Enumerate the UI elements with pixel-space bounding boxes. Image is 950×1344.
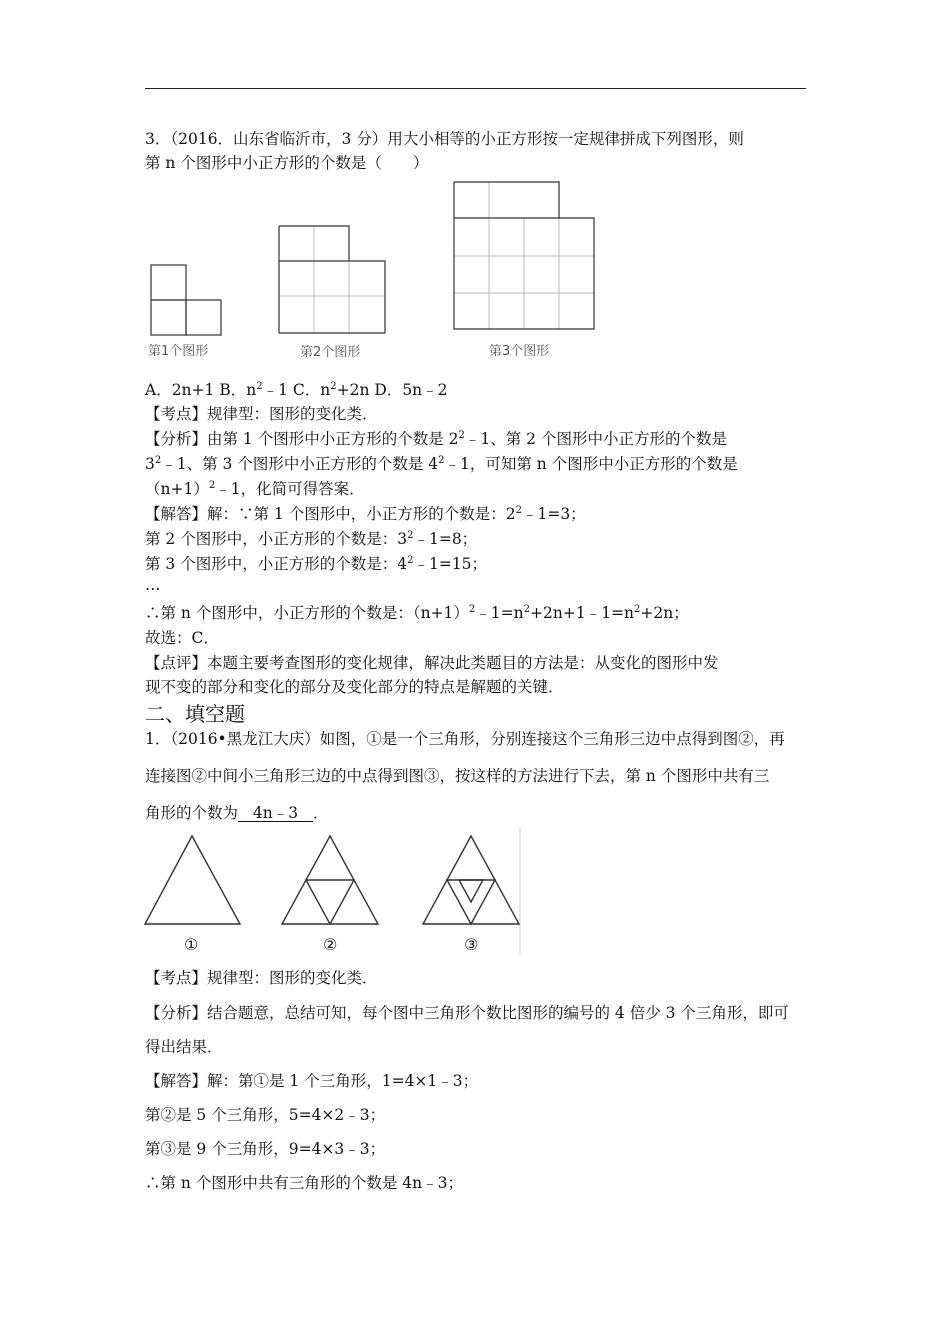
q3-fenxi-line1: 【分析】由第 1 个图形中小正方形的个数是 $2^2﹣1$、第 2 个图形中小正方形的个数是 xyxy=(145,430,727,448)
q3-kaodian: 【考点】规律型：图形的变化类． xyxy=(145,405,378,423)
q3-answer-choice: 故选：C． xyxy=(145,629,219,647)
q3-stem-line1: 3．（2016．山东省临沂市，3 分）用大小相等的小正方形按一定规律拼成下列图形，则 xyxy=(145,130,744,148)
option-a: A．2n+1 xyxy=(145,381,215,399)
q3-jieda-line3: 第 3 个图形中，小正方形的个数是：$4^2﹣1=15$； xyxy=(145,555,488,573)
q1-jieda-line1: 【解答】解：第①是 1 个三角形，1=4×1﹣3； xyxy=(145,1072,479,1090)
option-d: D．5n﹣2 xyxy=(374,381,448,399)
q3-jieda-line2: 第 2 个图形中，小正方形的个数是：$3^2﹣1=8$； xyxy=(145,530,478,548)
triangle-figure-1 xyxy=(145,836,240,924)
q3-dianping-line2: 现不变的部分和变化的部分及变化部分的特点是解题的关键． xyxy=(145,678,564,696)
q1-stem-line2: 连接图②中间小三角形三边的中点得到图③，按这样的方法进行下去，第 n 个图形中共有三 xyxy=(145,767,770,785)
triangle-figure-3 xyxy=(423,836,519,924)
triangle-figure-2 xyxy=(282,836,378,924)
figure-3-label: 第3个图形 xyxy=(489,344,550,359)
q1-jieda-line4: ∴第 n 个图形中共有三角形的个数是 4n﹣3； xyxy=(145,1174,463,1192)
q3-jieda-line1: 【解答】解：∵第 1 个图形中，小正方形的个数是：$2^2﹣1=3$； xyxy=(145,505,586,523)
q3-dianping-line1: 【点评】本题主要考查图形的变化规律，解决此类题目的方法是：从变化的图形中发 xyxy=(145,654,719,672)
q1-answer-blank: 4n﹣3 xyxy=(238,805,313,822)
q3-jieda-line5: ∴第 n 个图形中，小正方形的个数是：$(n+1)^2﹣1=n^2+2n+1﹣1=n^2+2n$； xyxy=(145,604,689,622)
figure-label-1: ① xyxy=(184,935,199,954)
q1-kaodian: 【考点】规律型：图形的变化类． xyxy=(145,969,378,987)
figure-3-squares xyxy=(454,182,594,329)
q1-jieda-line2: 第②是 5 个三角形，5=4×2﹣3； xyxy=(145,1106,386,1124)
q1-triangle-figures xyxy=(140,826,530,956)
option-c: C．$n^2+2n$ xyxy=(292,381,370,399)
header-rule xyxy=(145,88,806,89)
q3-fenxi-line2: $3^2﹣1$、第 3 个图形中小正方形的个数是 $4^2﹣1$，可知第 n 个图形中小正方形的个数是 xyxy=(145,455,738,473)
q1-fenxi-line1: 【分析】结合题意，总结可知，每个图中三角形个数比图形的编号的 4 倍少 3 个三角形，即可 xyxy=(145,1004,789,1022)
q1-jieda-line3: 第③是 9 个三角形，9=4×3﹣3； xyxy=(145,1140,386,1158)
q1-fenxi-line2: 得出结果． xyxy=(145,1038,223,1056)
section-title: 二、填空题 xyxy=(145,702,245,726)
figure-label-2: ② xyxy=(323,935,338,954)
q3-fenxi-line3: $(n+1)^2﹣1$，化简可得答案． xyxy=(145,480,365,498)
q3-stem-line2: 第 n 个图形中小正方形的个数是（ ） xyxy=(145,154,429,172)
q1-stem-line3: 角形的个数为 4n﹣3 ． xyxy=(145,804,329,822)
figure-2-squares xyxy=(279,226,385,333)
figure-2-label: 第2个图形 xyxy=(300,345,361,360)
q3-square-figures xyxy=(140,178,610,368)
q3-ellipsis: … xyxy=(145,576,161,594)
option-b: B．$n^2﹣1$ xyxy=(219,381,288,399)
figure-label-3: ③ xyxy=(464,935,479,954)
figure-1-squares xyxy=(151,265,221,335)
q3-options xyxy=(145,378,448,400)
figure-1-label: 第1个图形 xyxy=(148,344,209,359)
q1-stem-line1: 1．（2016•黑龙江大庆）如图，①是一个三角形，分别连接这个三角形三边中点得到图②，再 xyxy=(145,730,785,748)
